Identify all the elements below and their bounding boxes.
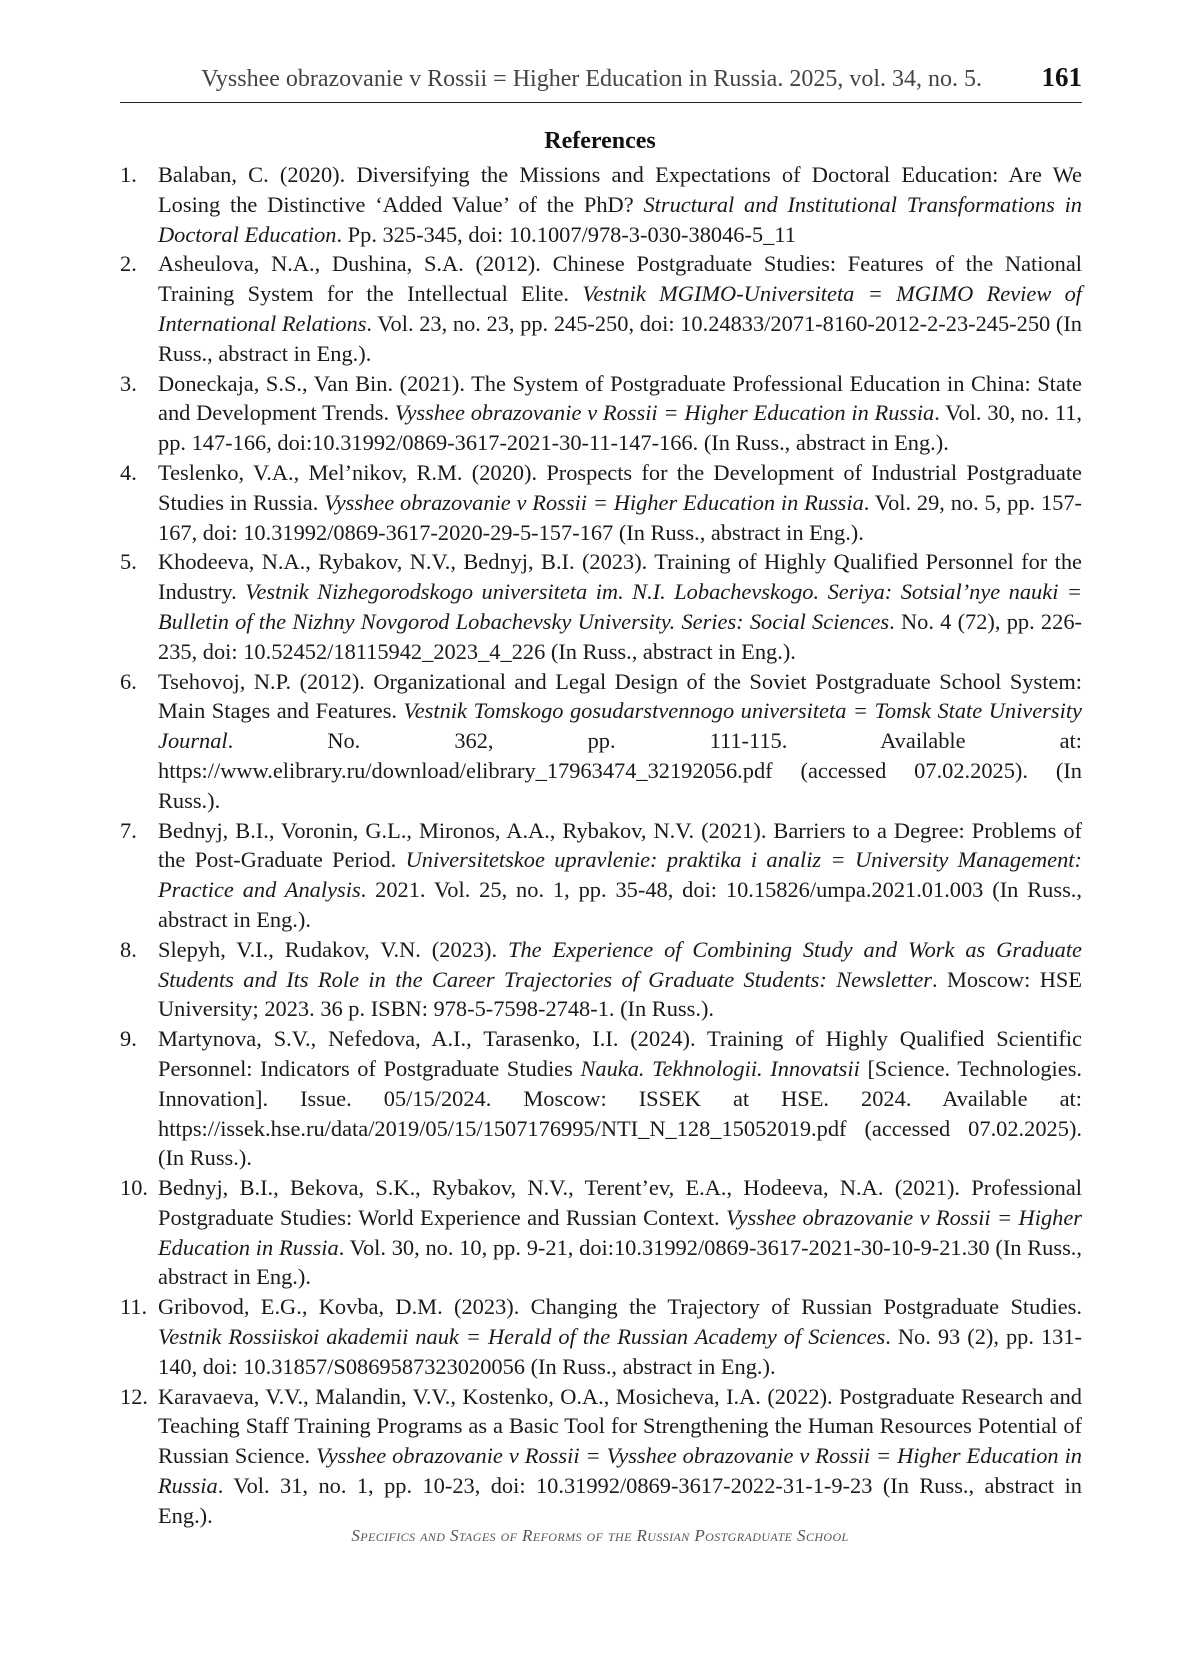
reference-text: Teslenko, V.A., Mel’nikov, R.M. (2020). Prospects for the Development of Industrial Postgraduate Studies in Russia. Vysshee obrazovanie v Rossii = Higher Education in Russia. Vol. 29, no. 5, pp. 157-167, doi: 10.31992/0869-3617-2020-29-5-157-167 (In Russ., abstract in Eng.).: [158, 459, 1082, 545]
reference-number: 9.: [120, 1026, 137, 1052]
reference-number: 11.: [120, 1294, 148, 1320]
reference-number: 2.: [120, 251, 137, 277]
page-footer: Specifics and Stages of Reforms of the Russian Postgraduate School: [351, 1526, 849, 1545]
reference-source: Vysshee obrazovanie v Rossii = Higher Education in Russia: [158, 1204, 1082, 1260]
reference-source: Vestnik Tomskogo gosudarstvennogo universiteta = Tomsk State University Journal: [158, 698, 1082, 754]
reference-text: Khodeeva, N.A., Rybakov, N.V., Bednyj, B.I. (2023). Training of Highly Qualified Personnel for the Industry. Vestnik Nizhegorodskogo universiteta im. N.I. Lobachevskogo. Seriya: Sotsial’nye nauki = Bulletin of the Nizhny Novgorod Lobachevsky University. Series: Social Sciences. No. 4 (72), pp. 226-235, doi: 10.52452/18115942_2023_4_226 (In Russ., abstract in Eng.).: [158, 549, 1082, 664]
reference-item: [120, 160, 1082, 249]
reference-source: Vestnik Nizhegorodskogo universiteta im. N.I. Lobachevskogo. Seriya: Sotsial’nye nauki = Bulletin of the Nizhny Novgorod Lobachevsky University. Series: Social Sciences: [158, 579, 1082, 634]
reference-text: Gribovod, E.G., Kovba, D.M. (2023). Changing the Trajectory of Russian Postgraduate Studies. Vestnik Rossiiskoi akademii nauk = Herald of the Russian Academy of Sciences. No. 93 (2), pp. 131-140, doi: 10.31857/S0869587323020056 (In Russ., abstract in Eng.).: [158, 1294, 1083, 1379]
reference-item: [120, 935, 1082, 1024]
reference-item: [120, 1292, 1082, 1381]
reference-item: [120, 1173, 1082, 1292]
reference-number: 6.: [120, 668, 137, 694]
reference-item: [120, 667, 1082, 816]
reference-text: Tsehovoj, N.P. (2012). Organizational and Legal Design of the Soviet Postgraduate School System: Main Stages and Features. Vestnik Tomskogo gosudarstvennogo universiteta = Tomsk State University Journal. No. 362, pp. 111-115. Available at: https://www.elibrary.ru/download/elibrary_17963474_32192056.pdf (accessed 07.02.2025). (In Russ.).: [158, 668, 1082, 813]
reference-number: 4.: [120, 459, 137, 485]
reference-number: 7.: [120, 817, 137, 843]
reference-source: Vysshee obrazovanie v Rossii = Vysshee obrazovanie v Rossii = Higher Education in Russia: [158, 1443, 1083, 1499]
reference-source: The Experience of Combining Study and Work as Graduate Students and Its Role in the Career Trajectories of Graduate Students: Newsletter: [158, 936, 1082, 992]
reference-text: Asheulova, N.A., Dushina, S.A. (2012). Chinese Postgraduate Studies: Features of the National Training System for the Intellectual Elite. Vestnik MGIMO-Universiteta = MGIMO Review of International Relations. Vol. 23, no. 23, pp. 245-250, doi: 10.24833/2071-8160-2012-2-23-245-250 (In Russ., abstract in Eng.).: [158, 251, 1083, 366]
reference-item: [120, 816, 1082, 935]
reference-source: Structural and Institutional Transformations in Doctoral Education: [158, 191, 1082, 247]
reference-text: Bednyj, B.I., Voronin, G.L., Mironos, A.A., Rybakov, N.V. (2021). Barriers to a Degree: Problems of the Post-Graduate Period. Universitetskoe upravlenie: praktika i analiz = University Management: Practice and Analysis. 2021. Vol. 25, no. 1, pp. 35-48, doi: 10.15826/umpa.2021.01.003 (In Russ., abstract in Eng.).: [158, 817, 1083, 932]
reference-number: 1.: [120, 162, 137, 187]
reference-text: Balaban, C. (2020). Diversifying the Missions and Expectations of Doctoral Education: Are We Losing the Distinctive ‘Added Value’ of the PhD? Structural and Institutional Transformations in Doctoral Education. Pp. 325-345, doi: 10.1007/978-3-030-38046-5_11: [158, 162, 1082, 247]
reference-number: 3.: [120, 370, 137, 396]
reference-source: Universitetskoe upravlenie: praktika i analiz = University Management: Practice and Analysis: [158, 847, 1082, 903]
reference-item: [120, 458, 1082, 547]
reference-text: Karavaeva, V.V., Malandin, V.V., Kostenko, O.A., Mosicheva, I.A. (2022). Postgraduate Research and Teaching Staff Training Programs as a Basic Tool for Strengthening the Human Resources Potential of Russian Science. Vysshee obrazovanie v Rossii = Vysshee obrazovanie v Rossii = Higher Education in Russia. Vol. 31, no. 1, pp. 10-23, doi: 10.31992/0869-3617-2022-31-1-9-23 (In Russ., abstract in Eng.).: [158, 1383, 1083, 1528]
reference-item: [120, 249, 1082, 368]
reference-item: [120, 369, 1082, 458]
page-number: 161: [1041, 62, 1082, 92]
reference-source: Vestnik MGIMO-Universiteta = MGIMO Review of International Relations: [158, 281, 1083, 336]
reference-number: 12.: [120, 1383, 148, 1409]
reference-item: [120, 547, 1082, 666]
reference-item: [120, 1024, 1082, 1173]
reference-text: Bednyj, B.I., Bekova, S.K., Rybakov, N.V., Terent’ev, E.A., Hodeeva, N.A. (2021). Professional Postgraduate Studies: World Experience and Russian Context. Vysshee obrazovanie v Rossii = Higher Education in Russia. Vol. 30, no. 10, pp. 9-21, doi:10.31992/0869-3617-2021-30-10-9-21.30 (In Russ., abstract in Eng.).: [158, 1175, 1082, 1290]
page-header: [120, 58, 1082, 103]
reference-number: 8.: [120, 936, 137, 962]
reference-number: 10.: [120, 1175, 148, 1201]
reference-source: Nauka. Tekhnologii. Innovatsii: [580, 1055, 860, 1081]
reference-number: 5.: [120, 549, 137, 575]
reference-source: Vysshee obrazovanie v Rossii = Higher Education in Russia: [324, 489, 864, 515]
reference-source: Vestnik Rossiiskoi akademii nauk = Herald of the Russian Academy of Sciences: [158, 1324, 886, 1350]
reference-item: [120, 1382, 1082, 1531]
running-title: Vysshee obrazovanie v Rossii = Higher Education in Russia. 2025, vol. 34, no. 5.: [201, 66, 982, 92]
references-heading: References: [544, 128, 656, 154]
reference-text: Slepyh, V.I., Rudakov, V.N. (2023). The Experience of Combining Study and Work as Graduate Students and Its Role in the Career Trajectories of Graduate Students: Newsletter. Moscow: HSE University; 2023. 36 p. ISBN: 978-5-7598-2748-1. (In Russ.).: [158, 936, 1082, 1022]
reference-text: Martynova, S.V., Nefedova, A.I., Tarasenko, I.I. (2024). Training of Highly Qualified Scientific Personnel: Indicators of Postgraduate Studies Nauka. Tekhnologii. Innovatsii [Science. Technologies. Innovation]. Issue. 05/15/2024. Moscow: ISSEK at HSE. 2024. Available at: https://issek.hse.ru/data/2019/05/15/1507176995/NTI_N_128_15052019.pdf (accessed 07.02.2025). (In Russ.).: [158, 1026, 1083, 1171]
reference-source: Vysshee obrazovanie v Rossii = Higher Education in Russia: [394, 400, 935, 426]
reference-text: Doneckaja, S.S., Van Bin. (2021). The System of Postgraduate Professional Education in China: State and Development Trends. Vysshee obrazovanie v Rossii = Higher Education in Russia. Vol. 30, no. 11, pp. 147-166, doi:10.31992/0869-3617-2021-30-11-147-166. (In Russ., abstract in Eng.).: [158, 370, 1083, 456]
references-list: [120, 160, 1082, 1531]
